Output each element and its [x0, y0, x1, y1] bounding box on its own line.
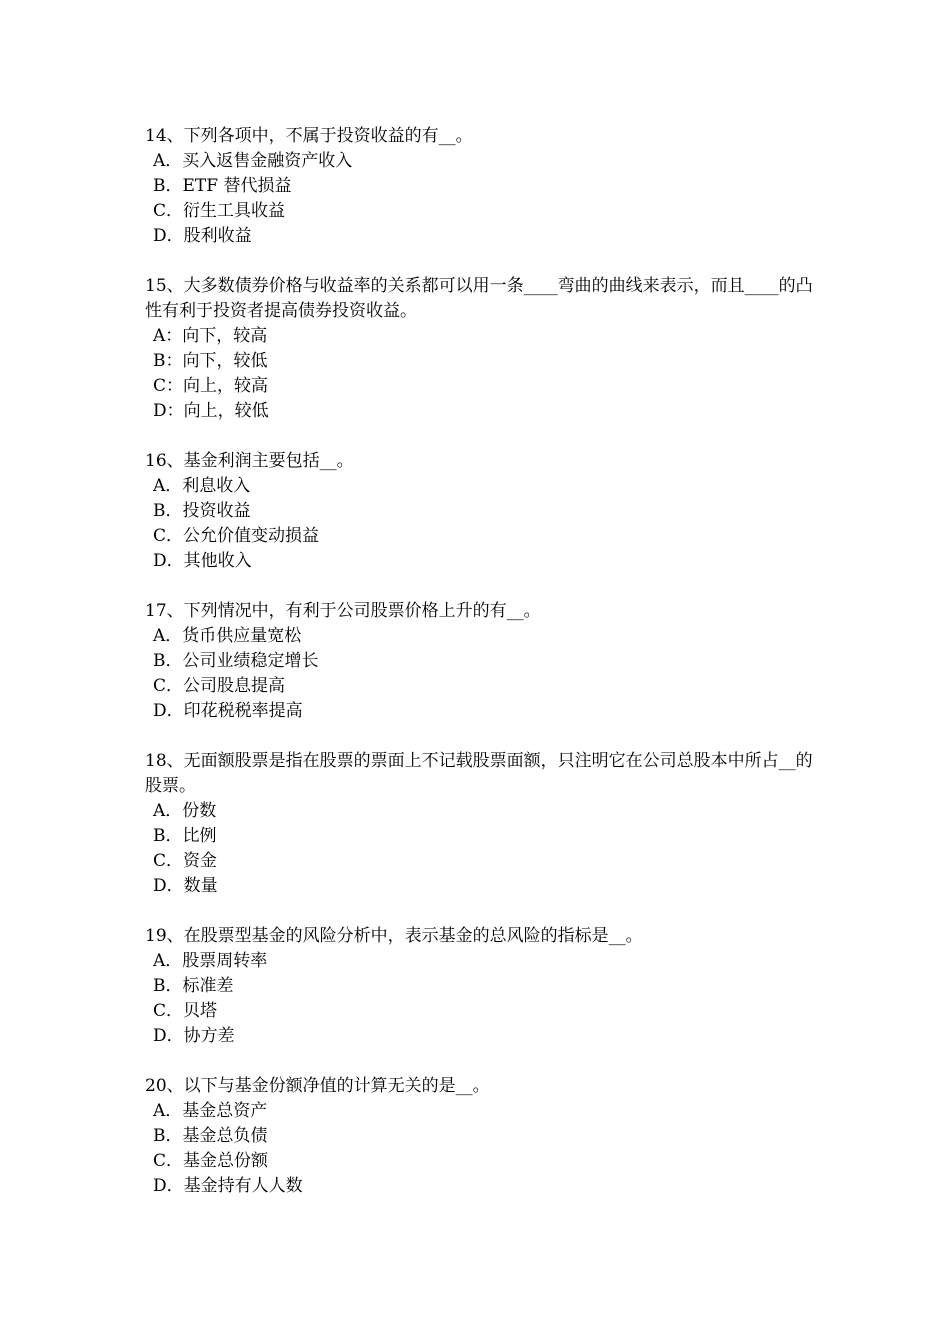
question-stem: 19、在股票型基金的风险分析中，表示基金的总风险的指标是__。: [145, 926, 643, 946]
option-a: A．份数: [153, 801, 217, 821]
option-a: A．买入返售金融资产收入: [153, 151, 353, 171]
option-a: A：向下，较高: [153, 326, 268, 346]
option-list: [145, 324, 825, 424]
question-list: [145, 124, 825, 1224]
option-b: B．基金总负债: [153, 1126, 268, 1146]
option-c: C．资金: [153, 851, 218, 871]
question-stem: 14、下列各项中，不属于投资收益的有__。: [145, 126, 473, 146]
option-c: C．基金总份额: [153, 1151, 269, 1171]
option-list: [145, 149, 825, 249]
option-b: B．比例: [153, 826, 217, 846]
option-d: D．基金持有人人数: [153, 1176, 303, 1196]
option-list: [145, 949, 825, 1049]
question-19: [145, 924, 825, 1049]
option-c: C：向上，较高: [153, 376, 269, 396]
question-16: [145, 449, 825, 574]
option-d: D．协方差: [153, 1026, 235, 1046]
option-d: D：向上，较低: [153, 401, 269, 421]
option-b: B．ETF 替代损益: [153, 176, 292, 196]
option-list: [145, 474, 825, 574]
option-list: [145, 624, 825, 724]
option-a: A．股票周转率: [153, 951, 268, 971]
option-d: D．其他收入: [153, 551, 252, 571]
option-list: [145, 799, 825, 899]
option-a: A．利息收入: [153, 476, 251, 496]
question-stem: 18、无面额股票是指在股票的票面上不记载股票面额，只注明它在公司总股本中所占__的股票。: [145, 751, 813, 796]
option-b: B：向下，较低: [153, 351, 268, 371]
question-stem: 17、下列情况中，有利于公司股票价格上升的有__。: [145, 601, 541, 621]
option-d: D．印花税税率提高: [153, 701, 303, 721]
question-stem: 16、基金利润主要包括__。: [145, 451, 354, 471]
option-d: D．数量: [153, 876, 218, 896]
option-b: B．投资收益: [153, 501, 251, 521]
option-c: C．公允价值变动损益: [153, 526, 320, 546]
option-a: A．货币供应量宽松: [153, 626, 302, 646]
option-c: C．贝塔: [153, 1001, 218, 1021]
option-b: B．标准差: [153, 976, 234, 996]
question-15: [145, 274, 825, 424]
question-18: [145, 749, 825, 899]
option-b: B．公司业绩稳定增长: [153, 651, 319, 671]
option-list: [145, 1099, 825, 1199]
option-a: A．基金总资产: [153, 1101, 268, 1121]
question-stem: 15、大多数债券价格与收益率的关系都可以用一条____弯曲的曲线来表示，而且____的凸性有利于投资者提高债券投资收益。: [145, 276, 813, 321]
option-c: C．公司股息提高: [153, 676, 286, 696]
option-d: D．股利收益: [153, 226, 252, 246]
option-c: C．衍生工具收益: [153, 201, 286, 221]
question-20: [145, 1074, 825, 1199]
question-14: [145, 124, 825, 249]
question-stem: 20、以下与基金份额净值的计算无关的是__。: [145, 1076, 490, 1096]
question-17: [145, 599, 825, 724]
